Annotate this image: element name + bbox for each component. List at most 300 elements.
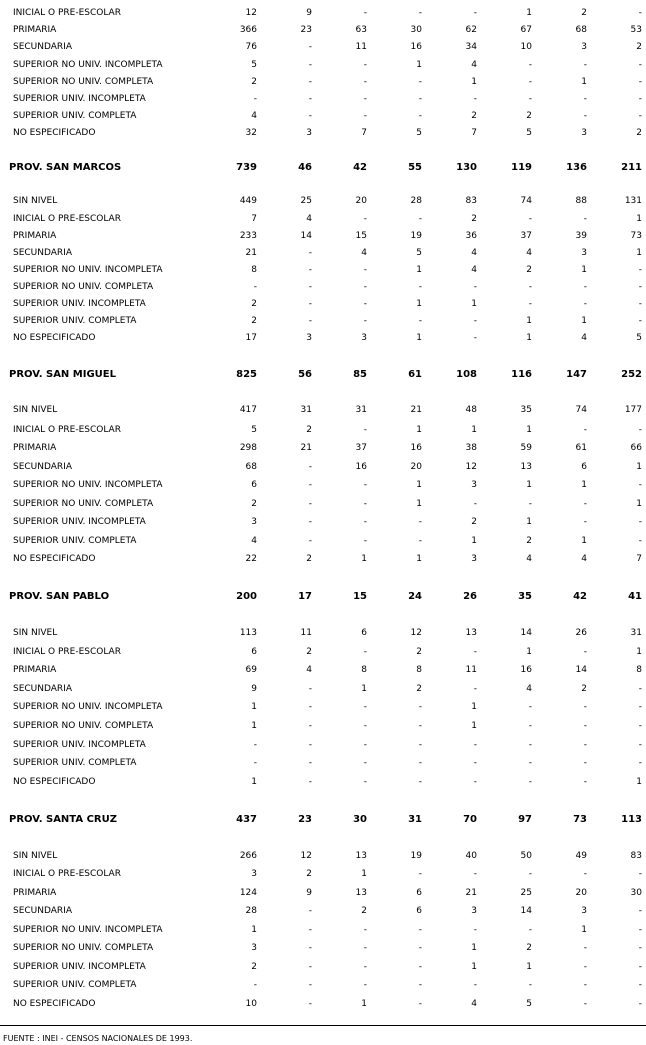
cell-col-4: 31 (408, 814, 422, 825)
table-row (0, 263, 646, 277)
cell-col-8: 1 (636, 777, 642, 787)
cell-col-6: - (528, 214, 532, 224)
cell-col-5: - (473, 925, 477, 935)
cell-col-8: 113 (621, 814, 642, 825)
cell-col-2: 4 (306, 665, 312, 675)
cell-col-2: - (308, 777, 312, 787)
cell-col-3: - (363, 111, 367, 121)
cell-col-2: - (308, 316, 312, 326)
cell-col-6: 116 (511, 369, 532, 380)
table-row (0, 960, 646, 974)
cell-col-5: 3 (471, 554, 477, 564)
cell-col-3: - (363, 721, 367, 731)
cell-col-3: 6 (361, 628, 367, 638)
cell-col-8: - (638, 980, 642, 990)
cell-col-1: 21 (245, 248, 257, 258)
cell-col-4: - (418, 702, 422, 712)
table-row (0, 229, 646, 243)
cell-col-7: - (583, 980, 587, 990)
cell-col-2: - (308, 42, 312, 52)
education-level-label: INICIAL O PRE-ESCOLAR (13, 8, 121, 18)
cell-col-2: 11 (300, 628, 312, 638)
cell-col-4: 6 (416, 888, 422, 898)
cell-col-8: 1 (636, 499, 642, 509)
cell-col-8: - (638, 684, 642, 694)
table-row (0, 441, 646, 455)
cell-col-8: 1 (636, 647, 642, 657)
cell-col-4: 5 (416, 128, 422, 138)
cell-col-6: - (528, 740, 532, 750)
cell-col-3: 20 (355, 196, 367, 206)
education-level-label: SECUNDARIA (13, 462, 72, 472)
cell-col-3: 15 (355, 231, 367, 241)
cell-col-3: 63 (355, 25, 367, 35)
cell-col-7: 61 (575, 443, 587, 453)
cell-col-2: - (308, 925, 312, 935)
cell-col-5: - (473, 647, 477, 657)
cell-col-5: 130 (456, 162, 477, 173)
cell-col-2: - (308, 906, 312, 916)
province-name: PROV. SANTA CRUZ (9, 814, 117, 825)
cell-col-5: 1 (471, 425, 477, 435)
cell-col-3: 31 (355, 405, 367, 415)
education-level-label: SUPERIOR UNIV. COMPLETA (13, 980, 137, 990)
cell-col-4: 2 (416, 647, 422, 657)
table-row (0, 58, 646, 72)
province-name: PROV. SAN PABLO (9, 591, 110, 602)
cell-col-4: 1 (416, 480, 422, 490)
cell-col-3: 7 (361, 128, 367, 138)
cell-col-4: 1 (416, 554, 422, 564)
cell-col-5: 4 (471, 248, 477, 258)
cell-col-7: 68 (575, 25, 587, 35)
cell-col-8: 5 (636, 333, 642, 343)
cell-col-8: - (638, 702, 642, 712)
cell-col-4: - (418, 999, 422, 1009)
education-level-label: SECUNDARIA (13, 906, 72, 916)
cell-col-8: 31 (630, 628, 642, 638)
cell-col-2: - (308, 248, 312, 258)
cell-col-5: 48 (465, 405, 477, 415)
cell-col-4: - (418, 925, 422, 935)
cell-col-3: - (363, 943, 367, 953)
cell-col-4: 12 (410, 628, 422, 638)
cell-col-3: 8 (361, 665, 367, 675)
cell-col-4: 6 (416, 906, 422, 916)
table-row (0, 515, 646, 529)
cell-col-1: 5 (251, 60, 257, 70)
education-level-label: NO ESPECIFICADO (13, 128, 96, 138)
cell-col-8: 30 (630, 888, 642, 898)
cell-col-2: 46 (298, 162, 312, 173)
cell-col-1: 3 (251, 869, 257, 879)
cell-col-4: 5 (416, 248, 422, 258)
education-level-label: NO ESPECIFICADO (13, 777, 96, 787)
cell-col-3: 11 (355, 42, 367, 52)
cell-col-4: 2 (416, 684, 422, 694)
education-level-label: INICIAL O PRE-ESCOLAR (13, 425, 121, 435)
cell-col-2: - (308, 282, 312, 292)
table-row (0, 75, 646, 89)
cell-col-2: 9 (306, 888, 312, 898)
cell-col-4: 1 (416, 425, 422, 435)
cell-col-2: - (308, 684, 312, 694)
cell-col-6: - (528, 299, 532, 309)
cell-col-8: - (638, 425, 642, 435)
cell-col-1: 12 (245, 8, 257, 18)
cell-col-8: - (638, 77, 642, 87)
cell-col-1: 5 (251, 425, 257, 435)
cell-col-1: 1 (251, 721, 257, 731)
cell-col-8: - (638, 480, 642, 490)
province-total-row (0, 813, 646, 827)
cell-col-5: 1 (471, 299, 477, 309)
cell-col-2: 31 (300, 405, 312, 415)
cell-col-1: 17 (245, 333, 257, 343)
education-level-label: SUPERIOR UNIV. COMPLETA (13, 316, 137, 326)
cell-col-1: 124 (239, 888, 257, 898)
cell-col-5: 13 (465, 628, 477, 638)
cell-col-5: 11 (465, 665, 477, 675)
cell-col-2: 3 (306, 128, 312, 138)
cell-col-8: 41 (628, 591, 642, 602)
cell-col-6: 35 (520, 405, 532, 415)
cell-col-7: - (583, 60, 587, 70)
cell-col-1: 9 (251, 684, 257, 694)
cell-col-8: - (638, 94, 642, 104)
cell-col-6: - (528, 980, 532, 990)
cell-col-4: - (418, 282, 422, 292)
cell-col-8: - (638, 536, 642, 546)
table-row (0, 403, 646, 417)
cell-col-6: 16 (520, 665, 532, 675)
cell-col-6: 35 (518, 591, 532, 602)
cell-col-6: - (528, 77, 532, 87)
cell-col-5: - (473, 684, 477, 694)
cell-col-3: - (363, 702, 367, 712)
education-level-label: PRIMARIA (13, 888, 57, 898)
cell-col-1: 8 (251, 265, 257, 275)
cell-col-4: 28 (410, 196, 422, 206)
cell-col-5: 4 (471, 265, 477, 275)
cell-col-6: 5 (526, 128, 532, 138)
cell-col-2: 25 (300, 196, 312, 206)
education-level-label: NO ESPECIFICADO (13, 554, 96, 564)
table-row (0, 867, 646, 881)
province-total-row (0, 368, 646, 382)
cell-col-4: - (418, 980, 422, 990)
cell-col-5: 3 (471, 480, 477, 490)
cell-col-1: - (253, 758, 257, 768)
table-row (0, 280, 646, 294)
table-row (0, 626, 646, 640)
cell-col-6: 5 (526, 999, 532, 1009)
cell-col-1: 22 (245, 554, 257, 564)
education-level-label: SUPERIOR NO UNIV. INCOMPLETA (13, 480, 163, 490)
cell-col-5: 3 (471, 906, 477, 916)
cell-col-3: - (363, 980, 367, 990)
cell-col-4: 8 (416, 665, 422, 675)
cell-col-7: 42 (573, 591, 587, 602)
cell-col-6: - (528, 94, 532, 104)
cell-col-8: 8 (636, 665, 642, 675)
cell-col-6: 4 (526, 684, 532, 694)
cell-col-5: 1 (471, 943, 477, 953)
cell-col-3: - (363, 425, 367, 435)
education-level-label: SIN NIVEL (13, 628, 58, 638)
cell-col-6: 97 (518, 814, 532, 825)
cell-col-4: 1 (416, 333, 422, 343)
cell-col-5: - (473, 869, 477, 879)
cell-col-5: 40 (465, 851, 477, 861)
cell-col-2: 14 (300, 231, 312, 241)
cell-col-8: - (638, 8, 642, 18)
cell-col-5: 4 (471, 999, 477, 1009)
cell-col-5: - (473, 499, 477, 509)
source-note: FUENTE : INEI - CENSOS NACIONALES DE 1993. (3, 1034, 193, 1043)
cell-col-3: 13 (355, 851, 367, 861)
cell-col-1: 1 (251, 777, 257, 787)
education-level-label: SIN NIVEL (13, 405, 58, 415)
table-row (0, 682, 646, 696)
cell-col-7: - (583, 962, 587, 972)
table-row (0, 978, 646, 992)
cell-col-2: 17 (298, 591, 312, 602)
cell-col-2: 12 (300, 851, 312, 861)
cell-col-5: 38 (465, 443, 477, 453)
cell-col-7: - (583, 999, 587, 1009)
cell-col-6: 2 (526, 536, 532, 546)
cell-col-6: 14 (520, 906, 532, 916)
cell-col-1: 233 (239, 231, 257, 241)
cell-col-7: 3 (581, 42, 587, 52)
table-row (0, 126, 646, 140)
cell-col-1: 4 (251, 536, 257, 546)
cell-col-5: 2 (471, 517, 477, 527)
table-row (0, 663, 646, 677)
education-level-label: SUPERIOR UNIV. COMPLETA (13, 111, 137, 121)
cell-col-5: 83 (465, 196, 477, 206)
cell-col-2: - (308, 962, 312, 972)
cell-col-6: 4 (526, 554, 532, 564)
cell-col-3: - (363, 925, 367, 935)
cell-col-7: - (583, 740, 587, 750)
cell-col-3: - (363, 299, 367, 309)
cell-col-6: 13 (520, 462, 532, 472)
cell-col-3: 2 (361, 906, 367, 916)
table-row (0, 6, 646, 20)
table-row (0, 109, 646, 123)
cell-col-4: 19 (410, 231, 422, 241)
cell-col-6: 1 (526, 962, 532, 972)
cell-col-1: 366 (239, 25, 257, 35)
cell-col-8: 2 (636, 128, 642, 138)
cell-col-2: - (308, 758, 312, 768)
cell-col-6: - (528, 60, 532, 70)
cell-col-1: - (253, 740, 257, 750)
cell-col-4: 21 (410, 405, 422, 415)
education-level-label: INICIAL O PRE-ESCOLAR (13, 647, 121, 657)
cell-col-7: 3 (581, 906, 587, 916)
table-row (0, 423, 646, 437)
cell-col-1: 2 (251, 962, 257, 972)
cell-col-3: 85 (353, 369, 367, 380)
education-level-label: SUPERIOR NO UNIV. COMPLETA (13, 943, 154, 953)
cell-col-8: - (638, 316, 642, 326)
cell-col-2: 23 (298, 814, 312, 825)
table-row (0, 331, 646, 345)
cell-col-6: 37 (520, 231, 532, 241)
cell-col-8: - (638, 60, 642, 70)
cell-col-3: 13 (355, 888, 367, 898)
cell-col-6: - (528, 758, 532, 768)
cell-col-8: 211 (621, 162, 642, 173)
cell-col-1: 2 (251, 499, 257, 509)
cell-col-1: 417 (239, 405, 257, 415)
cell-col-1: 4 (251, 111, 257, 121)
cell-col-4: - (418, 943, 422, 953)
cell-col-5: 12 (465, 462, 477, 472)
cell-col-5: 7 (471, 128, 477, 138)
cell-col-5: - (473, 980, 477, 990)
cell-col-8: - (638, 962, 642, 972)
cell-col-1: - (253, 282, 257, 292)
cell-col-7: 1 (581, 925, 587, 935)
cell-col-4: - (418, 77, 422, 87)
cell-col-2: - (308, 702, 312, 712)
cell-col-3: - (363, 60, 367, 70)
cell-col-5: 2 (471, 111, 477, 121)
table-row (0, 997, 646, 1011)
cell-col-3: - (363, 647, 367, 657)
cell-col-7: 3 (581, 248, 587, 258)
cell-col-2: - (308, 517, 312, 527)
table-row (0, 314, 646, 328)
cell-col-7: - (583, 758, 587, 768)
cell-col-7: - (583, 214, 587, 224)
cell-col-3: 30 (353, 814, 367, 825)
cell-col-5: - (473, 777, 477, 787)
education-level-label: PRIMARIA (13, 665, 57, 675)
cell-col-7: - (583, 517, 587, 527)
table-row (0, 534, 646, 548)
cell-col-5: 26 (463, 591, 477, 602)
table-row (0, 40, 646, 54)
table-row (0, 719, 646, 733)
cell-col-7: - (583, 94, 587, 104)
cell-col-8: - (638, 721, 642, 731)
cell-col-7: 1 (581, 77, 587, 87)
province-total-row (0, 161, 646, 175)
cell-col-5: - (473, 8, 477, 18)
education-level-label: SUPERIOR NO UNIV. INCOMPLETA (13, 702, 163, 712)
cell-col-4: - (418, 962, 422, 972)
cell-col-7: - (583, 425, 587, 435)
cell-col-5: 21 (465, 888, 477, 898)
education-level-label: SUPERIOR NO UNIV. COMPLETA (13, 721, 154, 731)
table-row (0, 756, 646, 770)
cell-col-4: - (418, 111, 422, 121)
cell-col-6: 74 (520, 196, 532, 206)
cell-col-1: 266 (239, 851, 257, 861)
cell-col-2: - (308, 462, 312, 472)
cell-col-5: 62 (465, 25, 477, 35)
education-level-label: SUPERIOR NO UNIV. INCOMPLETA (13, 60, 163, 70)
cell-col-7: 4 (581, 333, 587, 343)
cell-col-5: 108 (456, 369, 477, 380)
cell-col-8: 1 (636, 462, 642, 472)
cell-col-7: 88 (575, 196, 587, 206)
cell-col-6: 2 (526, 943, 532, 953)
cell-col-7: 14 (575, 665, 587, 675)
cell-col-6: 119 (511, 162, 532, 173)
cell-col-7: - (583, 777, 587, 787)
cell-col-5: 1 (471, 962, 477, 972)
table-row (0, 497, 646, 511)
cell-col-4: 24 (408, 591, 422, 602)
cell-col-4: 1 (416, 265, 422, 275)
education-level-label: SUPERIOR UNIV. COMPLETA (13, 536, 137, 546)
cell-col-2: - (308, 299, 312, 309)
cell-col-2: - (308, 77, 312, 87)
cell-col-2: - (308, 740, 312, 750)
cell-col-7: - (583, 943, 587, 953)
cell-col-8: - (638, 111, 642, 121)
table-row (0, 849, 646, 863)
cell-col-5: 36 (465, 231, 477, 241)
education-level-label: SUPERIOR UNIV. INCOMPLETA (13, 962, 146, 972)
cell-col-7: 2 (581, 684, 587, 694)
education-level-label: NO ESPECIFICADO (13, 333, 96, 343)
cell-col-8: 252 (621, 369, 642, 380)
table-row (0, 246, 646, 260)
table-row (0, 886, 646, 900)
cell-col-4: - (418, 94, 422, 104)
province-total-row (0, 590, 646, 604)
cell-col-8: - (638, 517, 642, 527)
education-level-label: SUPERIOR UNIV. COMPLETA (13, 758, 137, 768)
cell-col-6: 1 (526, 316, 532, 326)
cell-col-8: - (638, 299, 642, 309)
cell-col-8: 131 (624, 196, 642, 206)
cell-col-6: - (528, 925, 532, 935)
education-level-label: SUPERIOR NO UNIV. COMPLETA (13, 282, 154, 292)
cell-col-3: - (363, 265, 367, 275)
cell-col-5: 1 (471, 702, 477, 712)
cell-col-3: - (363, 282, 367, 292)
cell-col-2: 2 (306, 554, 312, 564)
education-level-label: SECUNDARIA (13, 248, 72, 258)
cell-col-8: 1 (636, 214, 642, 224)
cell-col-2: - (308, 60, 312, 70)
cell-col-1: 2 (251, 316, 257, 326)
cell-col-7: 147 (566, 369, 587, 380)
education-level-label: SUPERIOR UNIV. INCOMPLETA (13, 94, 146, 104)
cell-col-1: 298 (239, 443, 257, 453)
cell-col-3: 3 (361, 333, 367, 343)
cell-col-4: - (418, 740, 422, 750)
cell-col-5: - (473, 333, 477, 343)
cell-col-4: 1 (416, 60, 422, 70)
cell-col-6: 1 (526, 8, 532, 18)
cell-col-1: 739 (236, 162, 257, 173)
cell-col-7: 136 (566, 162, 587, 173)
cell-col-6: 59 (520, 443, 532, 453)
cell-col-3: - (363, 94, 367, 104)
education-level-label: INICIAL O PRE-ESCOLAR (13, 214, 121, 224)
cell-col-7: 2 (581, 8, 587, 18)
cell-col-5: - (473, 316, 477, 326)
